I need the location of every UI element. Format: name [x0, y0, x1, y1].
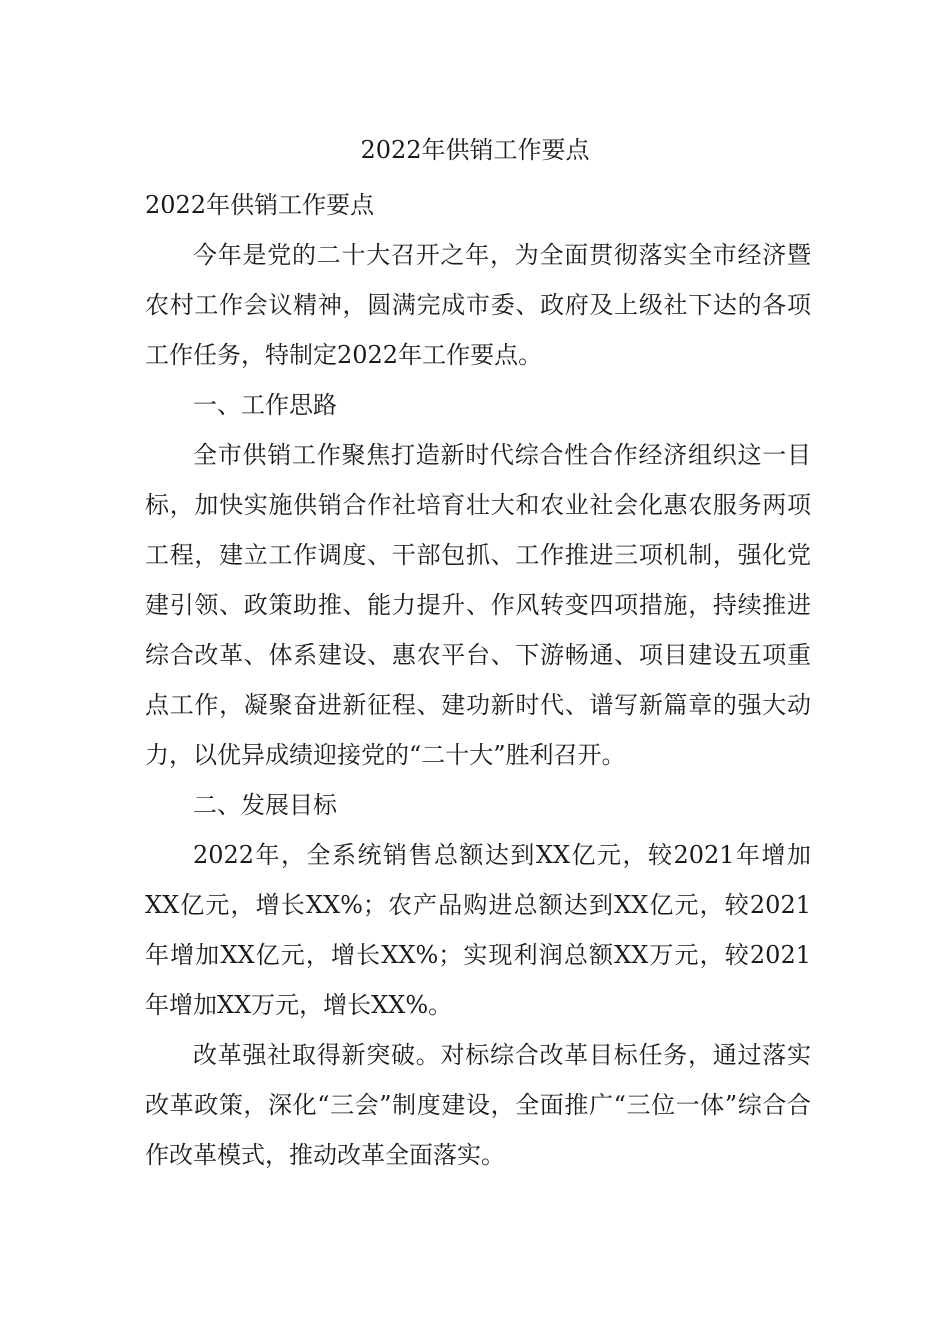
document-title: 2022年供销工作要点: [360, 136, 590, 164]
document-subtitle: 2022年供销工作要点: [145, 191, 375, 219]
section-heading-2: 二、发展目标: [193, 791, 337, 819]
section-2-paragraph: 2022年，全系统销售总额达到XX亿元，较2021年增加XX亿元，增长XX%；农产品购进总额达到XX亿元，较2021年增加XX亿元，增长XX%；实现利润总额XX万元，较2021年增加XX万元，增长XX%。: [145, 841, 811, 1019]
document-body: [145, 180, 811, 1180]
section-1-paragraph: 全市供销工作聚焦打造新时代综合性合作经济组织这一目标，加快实施供销合作社培育壮大和农业社会化惠农服务两项工程，建立工作调度、干部包抓、工作推进三项机制，强化党建引领、政策助推、能力提升、作风转变四项措施，持续推进综合改革、体系建设、惠农平台、下游畅通、项目建设五项重点工作，凝聚奋进新征程、建功新时代、谱写新篇章的强大动力，以优异成绩迎接党的“二十大”胜利召开。: [145, 441, 811, 769]
section-heading-1: 一、工作思路: [193, 391, 337, 419]
intro-paragraph: 今年是党的二十大召开之年，为全面贯彻落实全市经济暨农村工作会议精神，圆满完成市委、政府及上级社下达的各项工作任务，特制定2022年工作要点。: [145, 241, 811, 369]
reform-paragraph: 改革强社取得新突破。对标综合改革目标任务，通过落实改革政策，深化“三会”制度建设，全面推广“三位一体”综合合作改革模式，推动改革全面落实。: [145, 1041, 811, 1169]
